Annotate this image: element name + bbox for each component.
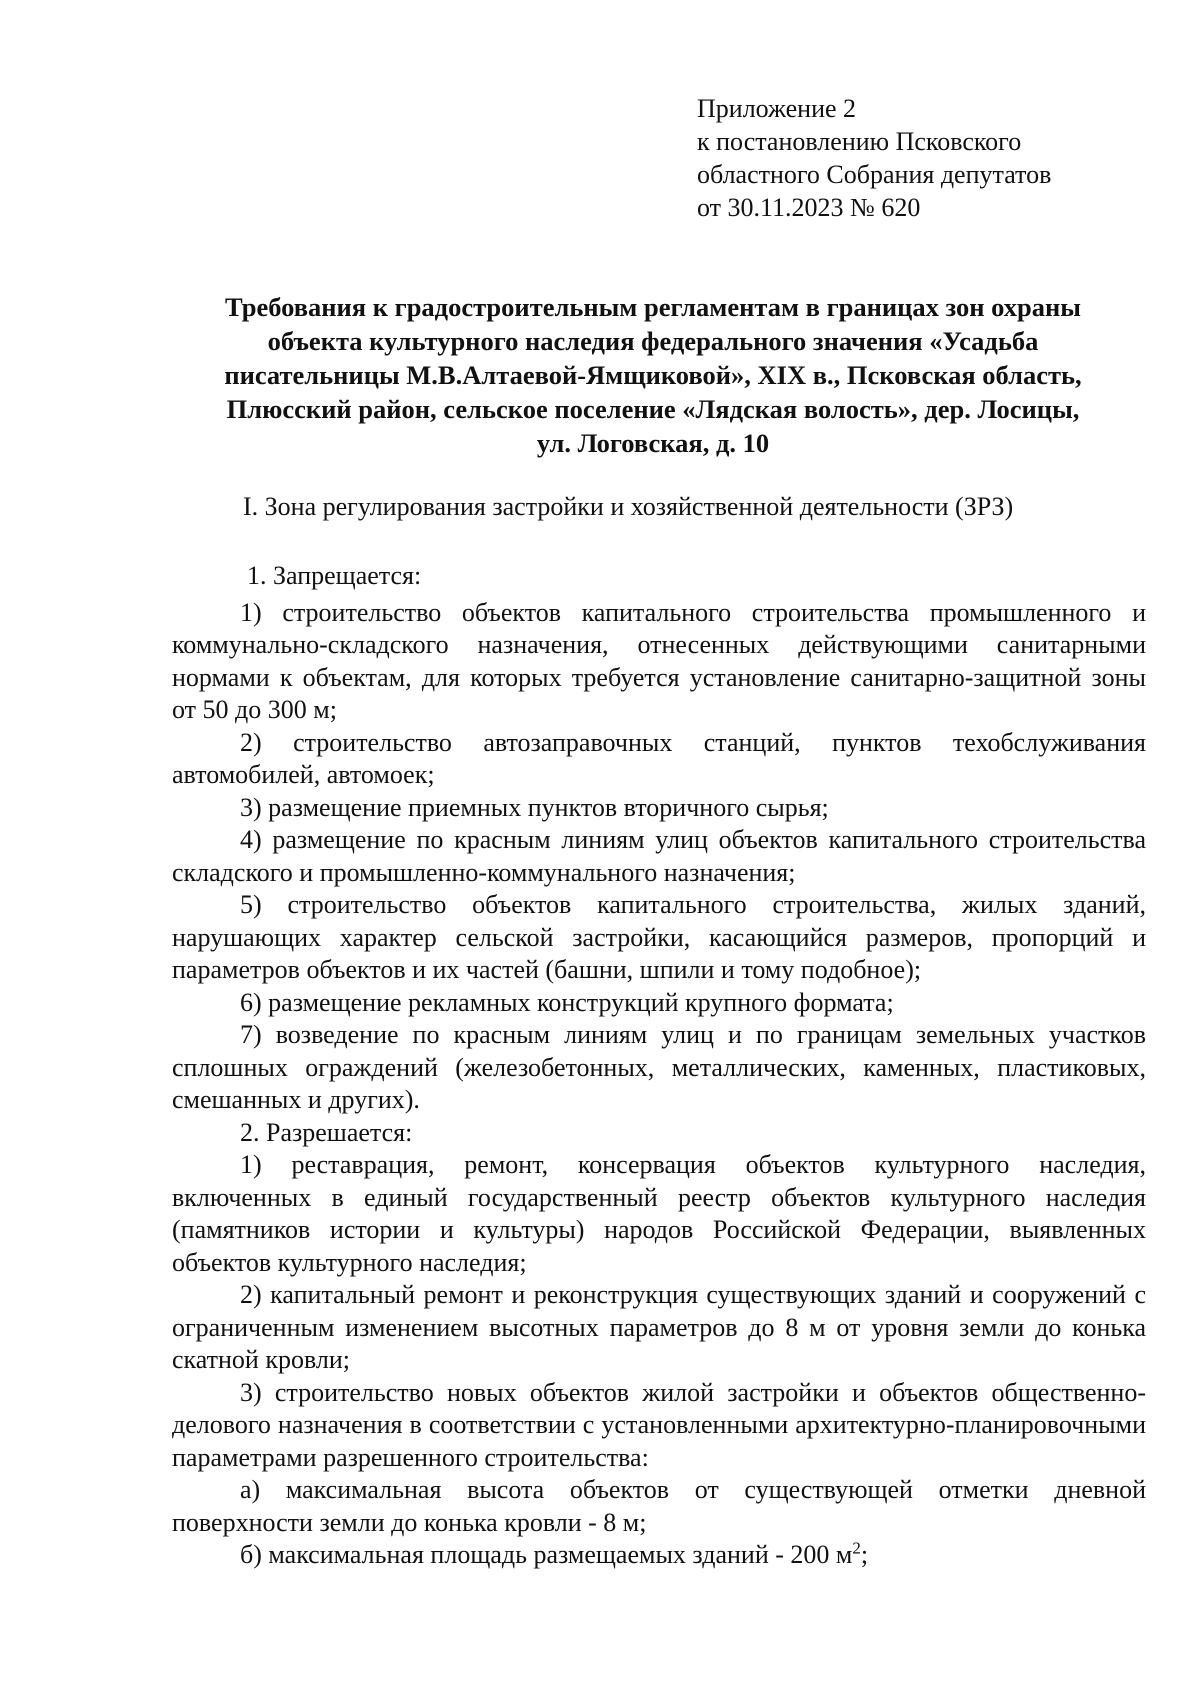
appendix-line: областного Собрания депутатов xyxy=(697,160,1052,189)
allowed-item-text: б) максимальная площадь размещаемых зданий - 200 м xyxy=(240,1540,853,1569)
prohibited-item: 4) размещение по красным линиям улиц объектов капитального строительства складского и промышленно-коммунального назначения; xyxy=(172,825,1146,887)
prohibited-item: 2) строительство автозаправочных станций, пунктов техобслуживания автомобилей, автомоек; xyxy=(172,727,1146,789)
allowed-item-last xyxy=(172,1539,1146,1572)
appendix-line: Приложение 2 xyxy=(697,94,857,123)
prohibited-item: 5) строительство объектов капитального строительства, жилых зданий, нарушающих характер сельской застройки, касающийся размеров, пропорций и параметров объектов и их частей (башни, шпили и тому подобное); xyxy=(172,890,1146,984)
allowed-item-end: ; xyxy=(860,1540,869,1569)
allowed-item: а) максимальная высота объектов от существующей отметки дневной поверхности земли до конька кровли - 8 м; xyxy=(172,1475,1146,1537)
prohibited-item: 1) строительство объектов капитального строительства промышленного и коммунально-складского назначения, отнесенных действующими санитарными нормами к объектам, для которых требуется установление санитарно-защитной зоны от 50 до 300 м; xyxy=(172,597,1146,724)
allowed-item: 2) капитальный ремонт и реконструкция существующих зданий и сооружений с ограниченным изменением высотных параметров до 8 м от уровня земли до конька скатной кровли; xyxy=(172,1280,1146,1374)
allowed-item: 3) строительство новых объектов жилой застройки и объектов общественно-делового назначения в соответствии с установленными архитектурно-планировочными параметрами разрешенного строительства: xyxy=(172,1377,1146,1472)
prohibited-item: 7) возведение по красным линиям улиц и по границам земельных участков сплошных ограждений (железобетонных, металлических, каменных, пластиковых, смешанных и других). xyxy=(172,1020,1146,1114)
appendix-reference xyxy=(697,92,1051,224)
title-line: писательницы М.В.Алтаевой-Ямщиковой», XIX в., Псковская область, xyxy=(224,360,1082,390)
document-body xyxy=(172,560,1146,1572)
title-line: объекта культурного наследия федерального значения «Усадьба xyxy=(267,326,1039,356)
document-title xyxy=(160,290,1146,460)
appendix-line: от 30.11.2023 № 620 xyxy=(697,193,921,222)
prohibited-item: 6) размещение рекламных конструкций крупного формата; xyxy=(240,987,894,1017)
superscript: 2 xyxy=(852,1538,861,1558)
allowed-item: 1) реставрация, ремонт, консервация объектов культурного наследия, включенных в единый государственный реестр объектов культурного наследия (памятников истории и культуры) народов Российской Федерации, выявленных объектов культурного наследия; xyxy=(172,1150,1146,1277)
prohibited-heading: 1. Запрещается: xyxy=(247,561,422,590)
title-line: ул. Логовская, д. 10 xyxy=(536,428,770,458)
title-line: Плюсский район, сельское поселение «Лядская волость», дер. Лосицы, xyxy=(226,394,1080,424)
section-heading: I. Зона регулирования застройки и хозяйственной деятельности (ЗРЗ) xyxy=(243,492,1014,521)
appendix-line: к постановлению Псковского xyxy=(697,127,1022,156)
allowed-heading: 2. Разрешается: xyxy=(240,1117,413,1147)
prohibited-item: 3) размещение приемных пунктов вторичного сырья; xyxy=(240,792,829,822)
title-line: Требования к градостроительным регламентам в границах зон охраны xyxy=(225,292,1081,322)
